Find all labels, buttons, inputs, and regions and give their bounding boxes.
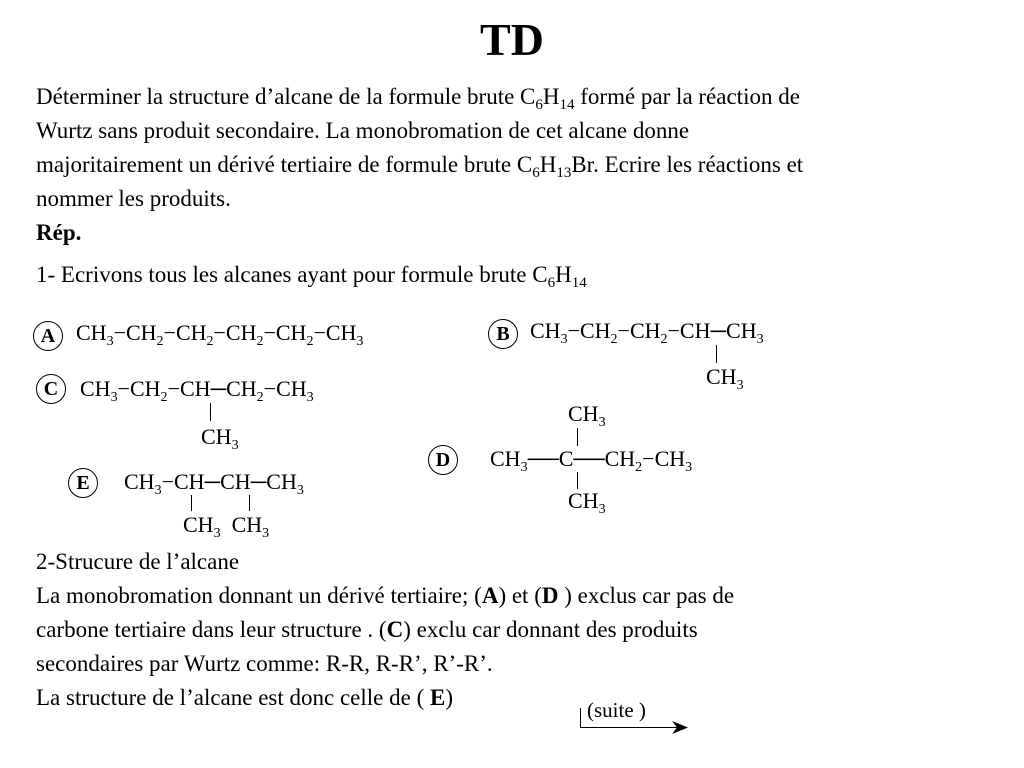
bond-e-2 xyxy=(249,495,250,511)
label-c-circle: C xyxy=(36,374,66,404)
problem-line-2: Wurtz sans produit secondaire. La monobromation de cet alcane donne xyxy=(36,118,690,143)
structure-b: $CH_3-CH_2-CH_2-CH─CH_3$ xyxy=(530,318,764,347)
step2-line-1: La monobromation donnant un dérivé tertiaire; (A) et (D ) exclus car pas de xyxy=(36,583,735,608)
bond-e-1 xyxy=(191,495,192,511)
label-a-circle: A xyxy=(33,321,63,351)
structure-a: $CH_3-CH_2-CH_2-CH_2-CH_2-CH_3$ xyxy=(76,320,364,349)
suite-link[interactable] xyxy=(578,698,690,736)
structure-d-bottom: $CH_3$ xyxy=(568,488,606,517)
label-b-circle: B xyxy=(488,319,518,349)
bond-c xyxy=(210,403,211,421)
suite-label: (suite ) xyxy=(587,698,646,722)
bond-b xyxy=(716,345,717,363)
step2-line-4: La structure de l’alcane est donc celle de ( E) xyxy=(36,685,454,710)
structure-e: $CH_3-CH─CH─CH_3$ xyxy=(124,469,304,498)
suite-arrow-line xyxy=(580,727,678,728)
bond-d-bottom xyxy=(577,472,578,489)
step2-heading: 2-Strucure de l’alcane xyxy=(36,549,240,574)
label-d-circle: D xyxy=(428,445,458,475)
structure-d-top: $CH_3$ xyxy=(568,401,606,430)
problem-line-3: majoritairement un dérivé tertiaire de formule brute $C_6H_{13}Br$. Ecrire les réactions et xyxy=(36,152,804,181)
structure-c: $CH_3-CH_2-CH─CH_2-CH_3$ xyxy=(80,376,314,405)
label-e-circle: E xyxy=(68,468,98,498)
suite-arrow-stem xyxy=(580,708,581,727)
step2-line-3: secondaires par Wurtz comme: R-R, R-R’, R’-R’. xyxy=(36,651,493,676)
problem-line-4: nommer les produits. xyxy=(36,186,231,211)
page-title: TD xyxy=(480,14,544,65)
structure-e-branches: $CH_3$ $CH_3$ xyxy=(183,512,270,541)
problem-line-1: Déterminer la structure d’alcane de la formule brute $C_6H_{14}$ formé par la réaction de xyxy=(36,84,800,113)
bond-d-top xyxy=(577,428,578,446)
step1-text: 1- Ecrivons tous les alcanes ayant pour formule brute $C_6H_{14}$ xyxy=(36,262,587,291)
structure-b-branch: $CH_3$ xyxy=(706,364,744,393)
step2-line-2: carbone tertiaire dans leur structure . (C) exclu car donnant des produits xyxy=(36,617,698,642)
structure-c-branch: $CH_3$ xyxy=(201,424,239,453)
answer-label: Rép. xyxy=(36,220,82,245)
arrow-right-icon xyxy=(672,721,688,734)
structure-d: $CH_3──C──CH_2-CH_3$ xyxy=(490,446,693,475)
